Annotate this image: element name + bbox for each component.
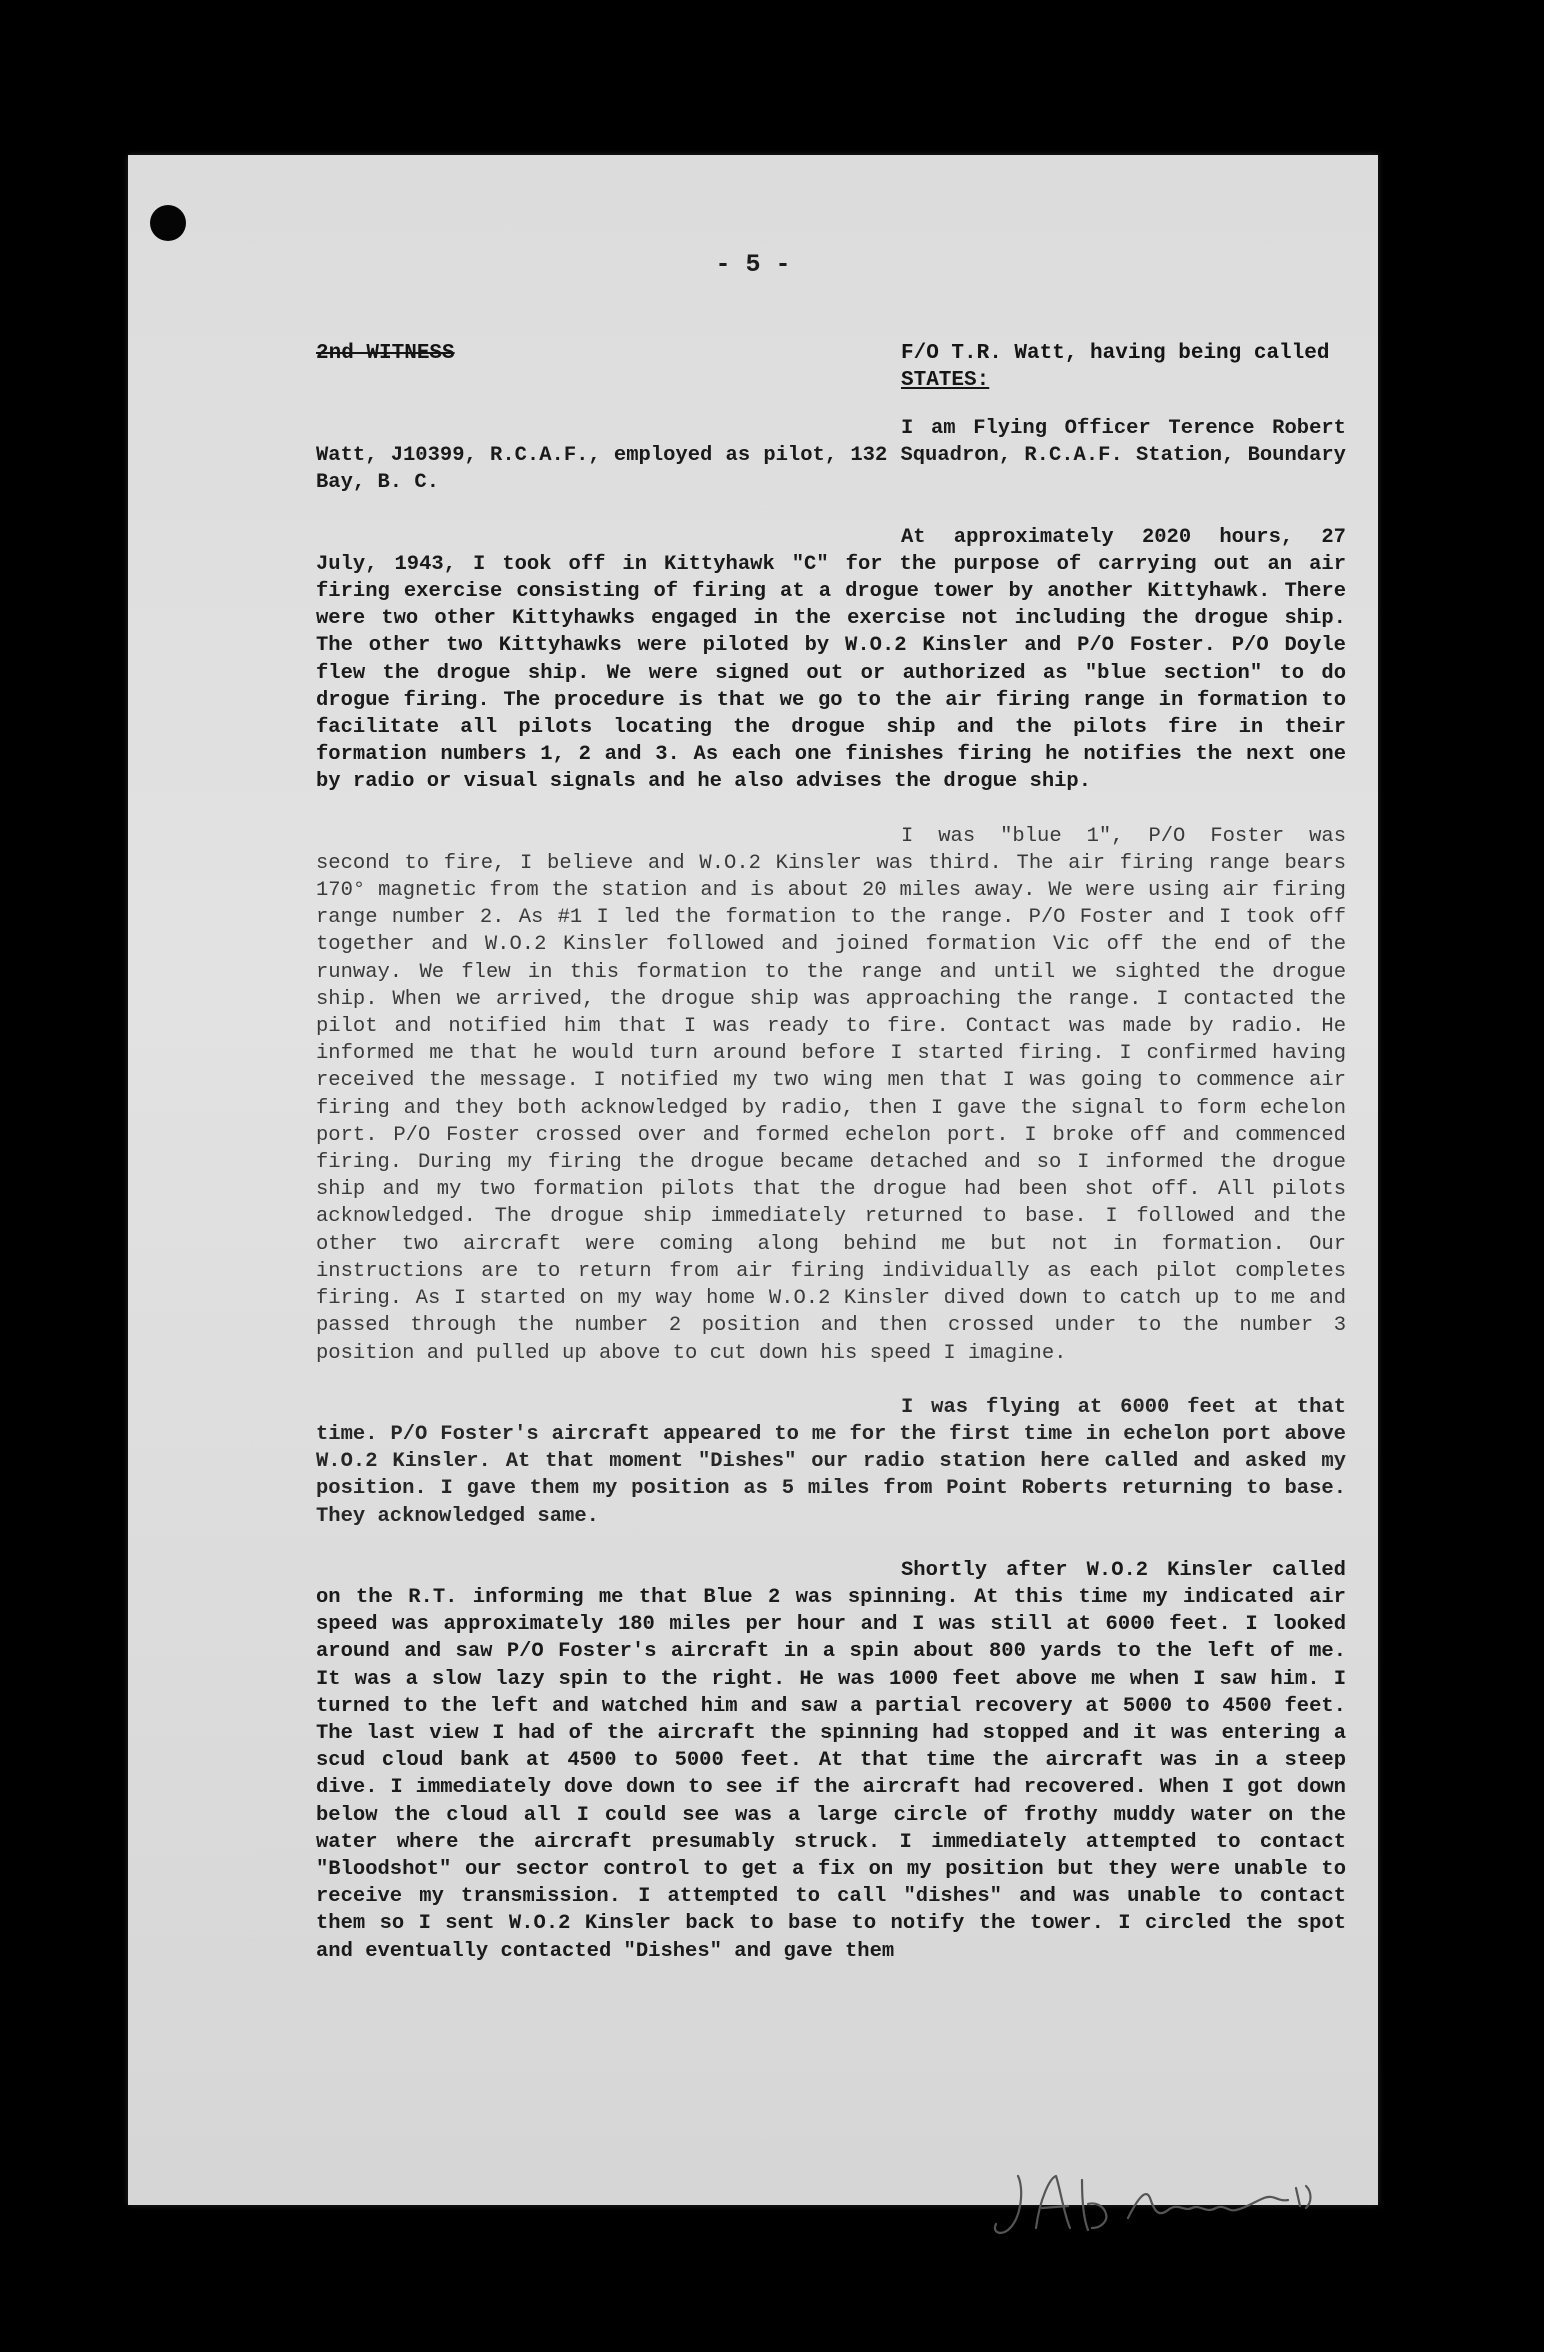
paragraph-identity: I am Flying Officer Terence Robert Watt, J10399, R.C.A.F., employed as pilot, 132 Squadron, R.C.A.F. Station, Boundary Bay, B. C. <box>316 417 1346 495</box>
witness-intro: F/O T.R. Watt, having being called <box>901 342 1330 365</box>
handwritten-signature <box>978 2158 1358 2248</box>
page-number: - 5 - <box>715 250 791 279</box>
states-label: STATES: <box>901 369 990 392</box>
paragraph-altitude: I was flying at 6000 feet at that time. P/O Foster's aircraft appeared to me for the first time in echelon port above W.O.2 Kinsler. At that moment "Dishes" our radio station here called and asked my position. I gave them my position as 5 miles from Point Roberts returning to base. They acknowledged same. <box>316 1395 1346 1528</box>
punch-hole <box>150 205 186 241</box>
paragraph-spin: Shortly after W.O.2 Kinsler called on the R.T. informing me that Blue 2 was spinning. At this time my indicated air speed was approximately 180 miles per hour and I was still at 6000 feet. I looked around and saw P/O Foster's aircraft in a spin about 800 yards to the left of me. It was a slow lazy spin to the right. He was 1000 feet above me when I saw him. I turned to the left and watched him and saw a partial recovery at 5000 to 4500 feet. The last view I had of the aircraft the spinning had stopped and it was entering a scud cloud bank at 4500 to 5000 feet. At that time the aircraft was in a steep dive. I immediately dove down to see if the aircraft had recovered. When I got down below the cloud all I could see was a large circle of frothy muddy water on the water where the aircraft presumably struck. I immediately attempted to contact "Bloodshot" our sector control to get a fix on my position but they were unable to receive my transmission. I attempted to call "dishes" and was unable to contact them so I sent W.O.2 Kinsler back to base to notify the tower. I circled the spot and eventually contacted "Dishes" and gave them <box>316 1558 1346 1963</box>
witness-label: 2nd WITNESS <box>316 342 455 365</box>
paragraph-formation: I was "blue 1", P/O Foster was second to fire, I believe and W.O.2 Kinsler was third. The air firing range bears 170° magnetic from the station and is about 20 miles away. We were using air firing range number 2. As #1 I led the formation to the range. P/O Foster and I took off together and W.O.2 Kinsler followed and joined formation Vic off the end of the runway. We flew in this formation to the range and until we sighted the drogue ship. When we arrived, the drogue ship was approaching the range. I contacted the pilot and notified him that I was ready to fire. Contact was made by radio. He informed me that he would turn around before I started firing. I confirmed having received the message. I notified my two wing men that I was going to commence air firing and they both acknowledged by radio, then I gave the signal to form echelon port. P/O Foster crossed over and formed echelon port. I broke off and commenced firing. During my firing the drogue became detached and so I informed the drogue ship and my two formation pilots that the drogue had been shot off. All pilots acknowledged. The drogue ship immediately returned to base. I followed and the other two aircraft were coming along behind me but not in formation. Our instructions are to return from air firing individually as each pilot completes firing. As I started on my way home W.O.2 Kinsler dived down to catch up to me and passed through the number 2 position and then crossed under to the number 3 position and pulled up above to cut down his speed I imagine. <box>316 824 1346 1365</box>
paragraph-takeoff: At approximately 2020 hours, 27 July, 1943, I took off in Kittyhawk "C" for the purpose of carrying out an air firing exercise consisting of firing at a drogue tower by another Kittyhawk. There were two other Kittyhawks engaged in the exercise not including the drogue ship. The other two Kittyhawks were piloted by W.O.2 Kinsler and P/O Foster. P/O Doyle flew the drogue ship. We were signed out or authorized as "blue section" to do drogue firing. The procedure is that we go to the air firing range in formation to facilitate all pilots locating the drogue ship and the pilots fire in their formation numbers 1, 2 and 3. As each one finishes firing he notifies the next one by radio or visual signals and he also advises the drogue ship. <box>316 525 1346 794</box>
statement-body <box>316 415 1346 1992</box>
document-page <box>128 155 1378 2205</box>
witness-intro-block <box>901 340 1371 394</box>
